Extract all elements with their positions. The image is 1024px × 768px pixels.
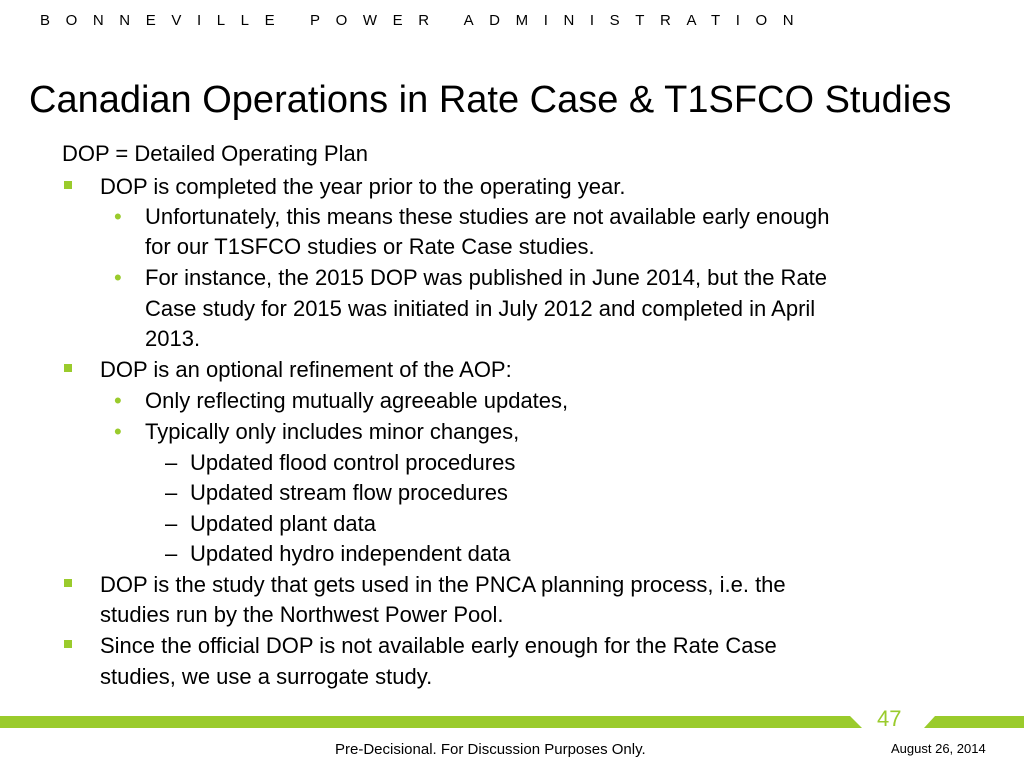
green-square-icon (64, 181, 72, 189)
page-number: 47 (877, 706, 902, 731)
accent-band-left (0, 716, 862, 728)
dash-icon: – (165, 480, 178, 505)
green-dot-icon: • (114, 265, 122, 290)
bullet-text: studies run by the Northwest Power Pool. (100, 602, 504, 627)
sub-bullet-text: For instance, the 2015 DOP was published in June 2014, but the Rate (145, 265, 828, 290)
bullet-text: Since the official DOP is not available early enough for the Rate Case (100, 633, 777, 658)
accent-band-right (924, 716, 1024, 728)
footer-disclaimer: Pre-Decisional. For Discussion Purposes Only. (335, 741, 646, 758)
sub-sub-bullet-text: Updated flood control procedures (190, 450, 516, 475)
green-dot-icon: • (114, 388, 122, 413)
green-dot-icon: • (114, 204, 122, 229)
sub-bullet-text: for our T1SFCO studies or Rate Case studies. (145, 234, 595, 259)
sub-bullet-text: Typically only includes minor changes, (145, 419, 520, 444)
sub-bullet-text: Unfortunately, this means these studies are not available early enough (145, 204, 830, 229)
bullet-text: DOP is the study that gets used in the PNCA planning process, i.e. the (100, 572, 786, 597)
sub-sub-bullet-text: Updated plant data (190, 511, 376, 536)
green-square-icon (64, 364, 72, 372)
footer-accent-band (0, 712, 1024, 732)
sub-sub-bullet-text: Updated hydro independent data (190, 541, 511, 566)
dash-icon: – (165, 511, 178, 536)
definition-text: DOP = Detailed Operating Plan (62, 141, 368, 166)
dash-icon: – (165, 450, 178, 475)
dash-icon: – (165, 541, 178, 566)
green-square-icon (64, 579, 72, 587)
bullet-text: studies, we use a surrogate study. (100, 664, 433, 689)
sub-bullet-text: Only reflecting mutually agreeable updates, (145, 388, 569, 413)
sub-sub-bullet-text: Updated stream flow procedures (190, 480, 508, 505)
green-dot-icon: • (114, 419, 122, 444)
green-square-icon (64, 640, 72, 648)
sub-bullet-text: 2013. (145, 326, 201, 351)
footer-date: August 26, 2014 (891, 741, 986, 756)
bullet-text: DOP is completed the year prior to the operating year. (100, 174, 626, 199)
sub-bullet-text: Case study for 2015 was initiated in July 2012 and completed in April (145, 296, 816, 321)
slide-title: Canadian Operations in Rate Case & T1SFCO Studies (29, 79, 952, 121)
organization-header: BONNEVILLE POWER ADMINISTRATION (40, 12, 810, 29)
bullet-text: DOP is an optional refinement of the AOP: (100, 357, 512, 382)
